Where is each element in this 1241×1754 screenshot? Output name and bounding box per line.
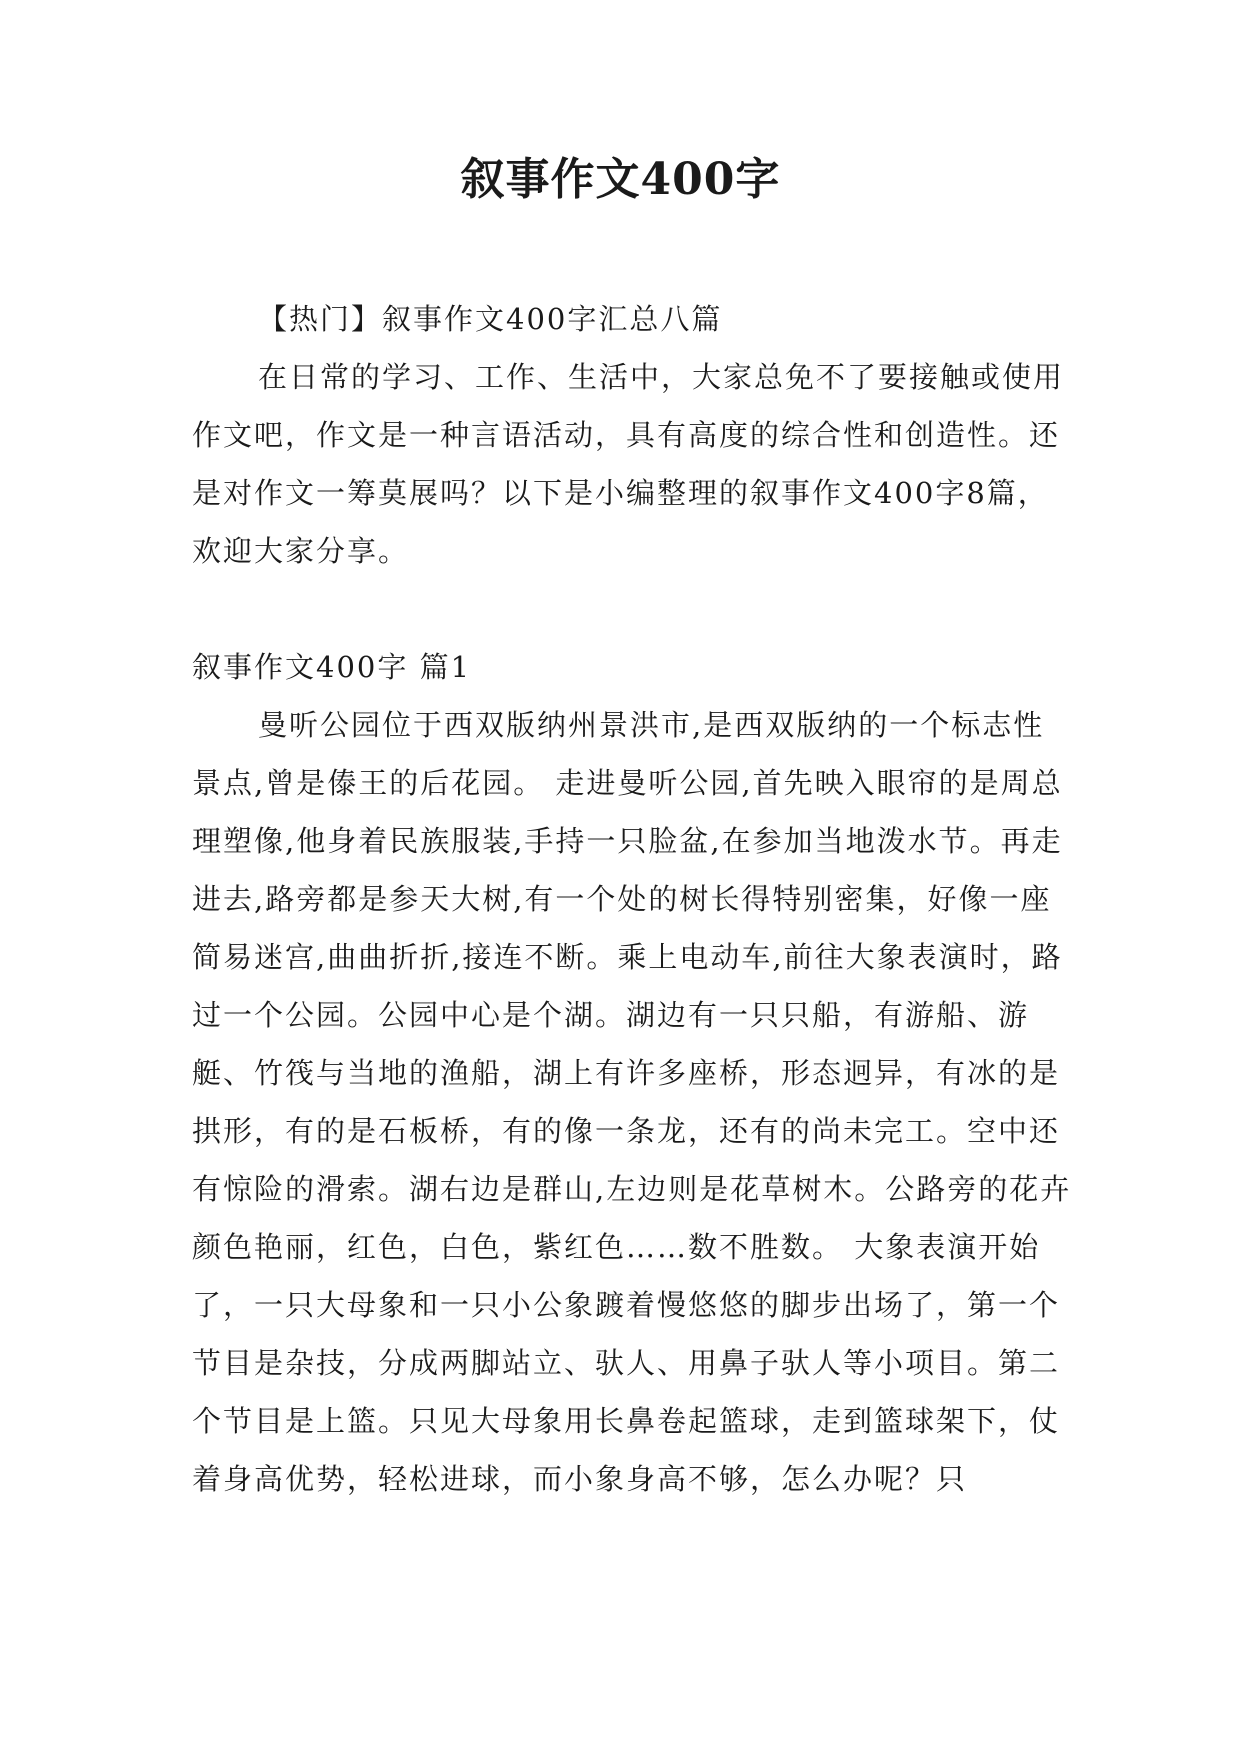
section-paragraph: 曼听公园位于西双版纳州景洪市,是西双版纳的一个标志性景点,曾是傣王的后花园。 走进曼听公园,首先映入眼帘的是周总理塑像,他身着民族服装,手持一只脸盆,在参加当地泼水节。再走进去,路旁都是参天大树,有一个处的树长得特别密集，好像一座简易迷宫,曲曲折折,接连不断。乘上电动车,前往大象表演时，路过一个公园。公园中心是个湖。湖边有一只只船，有游船、游艇、竹筏与当地的渔船，湖上有许多座桥，形态迥异，有冰的是拱形，有的是石板桥，有的像一条龙，还有的尚未完工。空中还有惊险的滑索。湖右边是群山,左边则是花草树木。公路旁的花卉颜色艳丽，红色，白色，紫红色……数不胜数。 大象表演开始了，一只大母象和一只小公象踱着慢悠悠的脚步出场了，第一个节目是杂技，分成两脚站立、驮人、用鼻子驮人等小项目。第二个节目是上篮。只见大母象用长鼻卷起篮球，走到篮球架下，仗着身高优势，轻松进球，而小象身高不够，怎么办呢？只 — [192, 708, 1072, 1496]
intro-heading: 【热门】叙事作文400字汇总八篇 — [258, 302, 723, 336]
page-title: 叙事作文400字 — [460, 154, 781, 205]
section-heading: 叙事作文400字 篇1 — [192, 650, 472, 684]
intro-paragraph: 在日常的学习、工作、生活中，大家总免不了要接触或使用作文吧，作文是一种言语活动，具有高度的综合性和创造性。还是对作文一筹莫展吗？以下是小编整理的叙事作文400字8篇，欢迎大家分享。 — [192, 360, 1065, 568]
